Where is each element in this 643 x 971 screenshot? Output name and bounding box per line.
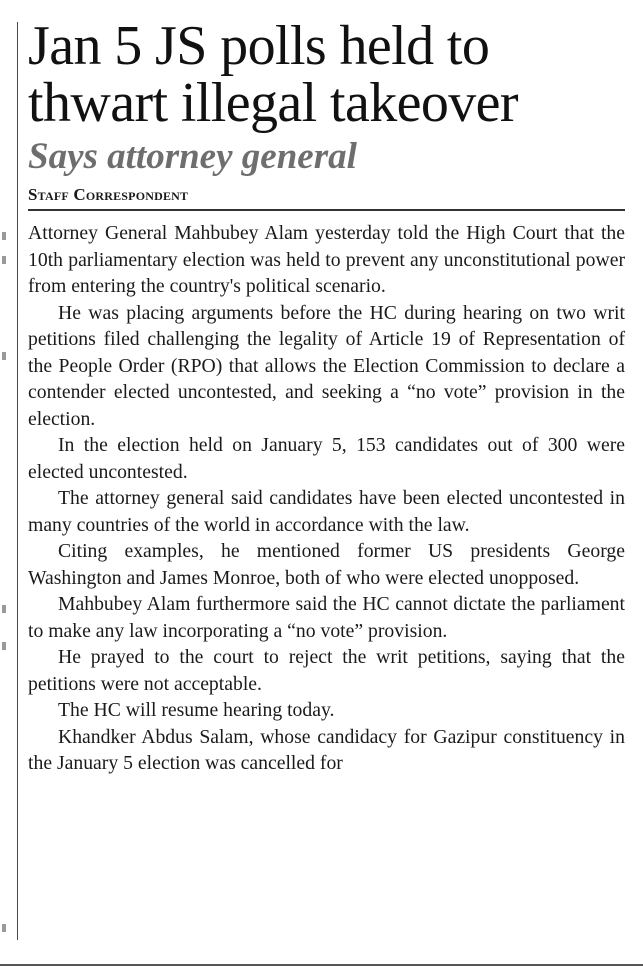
paragraph: Attorney General Mahbubey Alam yesterday told the High Court that the 10th parliamentary election was held to prevent any unconstitutional power from entering the country's political scenario. (28, 222, 625, 297)
paragraph: Citing examples, he mentioned former US presidents George Washington and James Monroe, both of who were elected unopposed. (28, 540, 625, 589)
margin-mark (2, 924, 6, 932)
headline (28, 15, 625, 134)
paragraph: Khandker Abdus Salam, whose candidacy for Gazipur constituency in the January 5 election was cancelled for (28, 725, 625, 774)
article (28, 15, 625, 777)
margin-mark (2, 232, 6, 240)
paragraph: In the election held on January 5, 153 candidates out of 300 were elected uncontested. (28, 434, 625, 483)
article-body (28, 220, 625, 777)
byline: Staff Correspondent (28, 184, 625, 211)
margin-mark (2, 642, 6, 650)
column-rule (17, 22, 18, 940)
paragraph: Mahbubey Alam furthermore said the HC cannot dictate the parliament to make any law incorporating a “no vote” provision. (28, 593, 625, 642)
bottom-rule (0, 964, 643, 966)
headline-line-2: thwart illegal takeover (28, 72, 518, 134)
headline-line-1: Jan 5 JS polls held to (28, 15, 490, 77)
paragraph: He prayed to the court to reject the writ petitions, saying that the petitions were not acceptable. (28, 646, 625, 695)
paragraph: The HC will resume hearing today. (58, 699, 335, 721)
subheadline: Says attorney general (28, 136, 357, 177)
adjacent-column-fragments (0, 0, 12, 971)
margin-mark (2, 605, 6, 613)
margin-mark (2, 352, 6, 360)
margin-mark (2, 256, 6, 264)
paragraph: He was placing arguments before the HC during hearing on two writ petitions filed challenging the legality of Article 19 of Representation of the People Order (RPO) that allows the Election Commission to declare a contender elected uncontested, and seeking a “no vote” provision in the election. (28, 301, 625, 430)
paragraph: The attorney general said candidates have been elected uncontested in many countries of the world in accordance with the law. (28, 487, 625, 536)
